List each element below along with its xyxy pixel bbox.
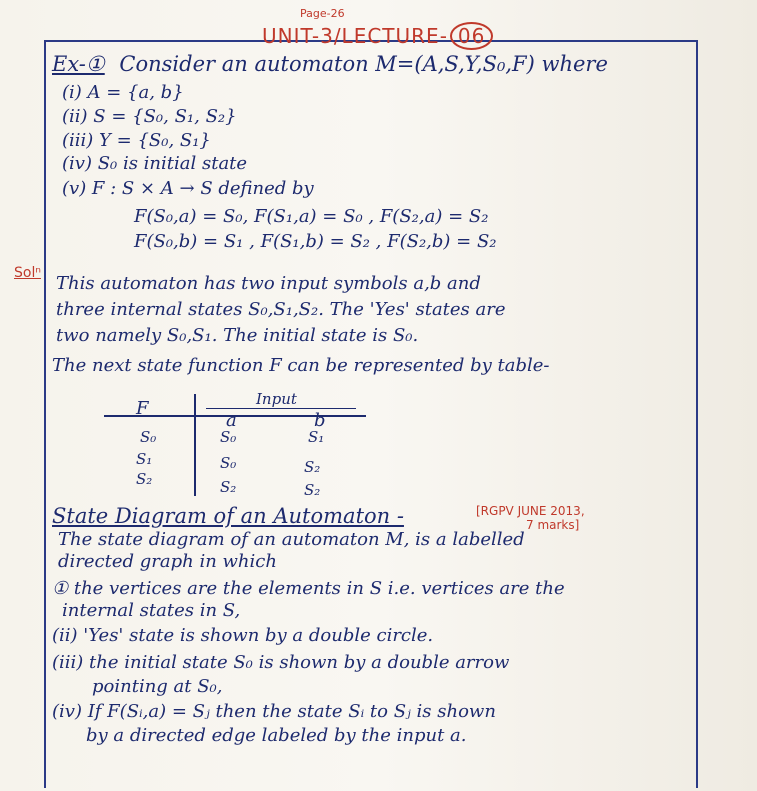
lecture-number: 06 <box>450 22 493 50</box>
diagram-point: (iv) If F(Sᵢ,a) = Sⱼ then the state Sᵢ to Sⱼ is shown <box>52 701 496 722</box>
example-intro: Consider an automaton M=(A,S,Y,S₀,F) where <box>119 52 608 76</box>
solution-label: Solⁿ <box>14 265 41 281</box>
table-cell: S₀ <box>220 428 237 446</box>
table-row-state: S₁ <box>136 450 153 468</box>
table-row-state: S₀ <box>140 428 157 446</box>
table-cell: S₂ <box>304 481 321 499</box>
example-item: (v) F : S × A → S defined by <box>62 178 314 199</box>
diagram-point: internal states in S, <box>62 600 241 621</box>
transition-line-a: F(S₀,a) = S₀, F(S₁,a) = S₀ , F(S₂,a) = S₂ <box>134 206 489 227</box>
table-cell: S₀ <box>220 454 237 472</box>
example-item: (iv) S₀ is initial state <box>62 153 248 174</box>
diagram-intro: directed graph in which <box>58 551 277 572</box>
example-item: (ii) S = {S₀, S₁, S₂} <box>62 106 237 127</box>
table-cell: S₂ <box>304 458 321 476</box>
table-row-state: S₂ <box>136 470 153 488</box>
table-vertical-rule <box>194 394 196 496</box>
diagram-point: by a directed edge labeled by the input a. <box>86 725 467 746</box>
solution-line: This automaton has two input symbols a,b and <box>56 273 481 294</box>
table-corner-label: F <box>136 398 149 419</box>
table-column-header: a <box>226 410 237 431</box>
transition-line-b: F(S₀,b) = S₁ , F(S₁,b) = S₂ , F(S₂,b) = S₂ <box>134 231 497 252</box>
exam-reference: [RGPV JUNE 2013, <box>476 504 585 518</box>
unit-title: UNIT-3/LECTURE- <box>262 24 448 48</box>
table-input-header: Input <box>256 390 297 408</box>
unit-lecture-title <box>262 22 493 50</box>
exam-marks: 7 marks] <box>526 518 580 532</box>
diagram-point: ① the vertices are the elements in S i.e. vertices are the <box>52 578 565 599</box>
diagram-point: (iii) the initial state S₀ is shown by a double arrow <box>52 652 510 673</box>
state-diagram-heading: State Diagram of an Automaton - <box>52 504 404 528</box>
example-item: (iii) Y = {S₀, S₁} <box>62 130 211 151</box>
solution-line: three internal states S₀,S₁,S₂. The 'Yes' states are <box>56 299 506 320</box>
diagram-point: (ii) 'Yes' state is shown by a double circle. <box>52 625 434 646</box>
table-cell: S₂ <box>220 478 237 496</box>
table-column-header: b <box>314 410 326 431</box>
example-heading <box>52 54 608 75</box>
table-input-rule <box>206 408 356 409</box>
solution-line: The next state function F can be represented by table- <box>52 355 550 376</box>
solution-line: two namely S₀,S₁. The initial state is S₀. <box>56 325 419 346</box>
example-item: (i) A = {a, b} <box>62 82 184 103</box>
page-number: Page-26 <box>300 7 345 20</box>
diagram-point: pointing at S₀, <box>92 676 223 697</box>
diagram-intro: The state diagram of an automaton M, is a labelled <box>58 529 525 550</box>
table-cell: S₁ <box>308 428 325 446</box>
example-label: Ex-① <box>52 52 105 76</box>
